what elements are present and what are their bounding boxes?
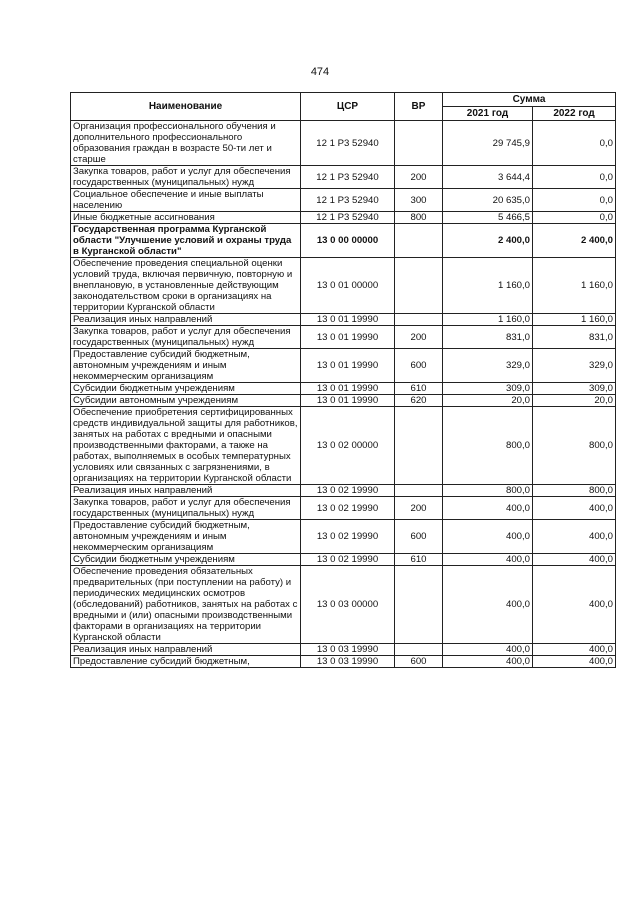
header-csr: ЦСР (301, 93, 395, 121)
row-amount-2022: 800,0 (533, 485, 616, 497)
row-amount-2021: 3 644,4 (443, 166, 533, 189)
table-row (71, 497, 616, 520)
row-amount-2022: 0,0 (533, 189, 616, 212)
row-csr: 12 1 Р3 52940 (301, 212, 395, 224)
row-name: Субсидии бюджетным учреждениям (71, 554, 301, 566)
row-csr: 13 0 02 19990 (301, 497, 395, 520)
row-csr: 13 0 00 00000 (301, 224, 395, 258)
row-amount-2021: 400,0 (443, 497, 533, 520)
row-amount-2021: 329,0 (443, 349, 533, 383)
row-amount-2022: 400,0 (533, 497, 616, 520)
header-vr: ВР (395, 93, 443, 121)
row-vr: 610 (395, 383, 443, 395)
row-name: Организация профессионального обучения и дополнительного профессионального образования граждан в возрасте 50-ти лет и старше (71, 121, 301, 166)
row-vr (395, 121, 443, 166)
page-number: 474 (310, 66, 330, 78)
row-name: Реализация иных направлений (71, 644, 301, 656)
table-row (71, 189, 616, 212)
table-row (71, 258, 616, 314)
row-amount-2021: 29 745,9 (443, 121, 533, 166)
row-name: Социальное обеспечение и иные выплаты населению (71, 189, 301, 212)
row-vr: 200 (395, 497, 443, 520)
budget-table (70, 92, 616, 668)
table-row (71, 656, 616, 668)
row-amount-2021: 5 466,5 (443, 212, 533, 224)
row-amount-2022: 400,0 (533, 644, 616, 656)
row-csr: 13 0 01 00000 (301, 258, 395, 314)
row-amount-2021: 400,0 (443, 566, 533, 644)
row-name: Обеспечение приобретения сертифицированных средств индивидуальной защиты для работников, занятых на работах с вредными и опасными производственными факторами, а также на работах, выполняемых в особых температурных условиях или связанных с загрязнениями, в организациях на территории Курганской области (71, 407, 301, 485)
row-amount-2022: 0,0 (533, 212, 616, 224)
row-name: Закупка товаров, работ и услуг для обеспечения государственных (муниципальных) нужд (71, 497, 301, 520)
row-vr: 200 (395, 326, 443, 349)
row-csr: 13 0 02 19990 (301, 554, 395, 566)
row-amount-2022: 400,0 (533, 520, 616, 554)
row-amount-2021: 400,0 (443, 656, 533, 668)
table-row (71, 224, 616, 258)
row-vr: 610 (395, 554, 443, 566)
row-csr: 13 0 03 00000 (301, 566, 395, 644)
row-name: Обеспечение проведения обязательных предварительных (при поступлении на работу) и периодических медицинских осмотров (обследований) работников, занятых на работах с вредными и (или) опасными производственными факторами в организациях на территории Курганской области (71, 566, 301, 644)
row-name: Государственная программа Курганской области "Улучшение условий и охраны труда в Курганской области" (71, 224, 301, 258)
table-row (71, 407, 616, 485)
row-name: Предоставление субсидий бюджетным, автономным учреждениям и иным некоммерческим организациям (71, 349, 301, 383)
row-csr: 13 0 01 19990 (301, 395, 395, 407)
table-row (71, 485, 616, 497)
row-csr: 12 1 Р3 52940 (301, 121, 395, 166)
header-name: Наименование (71, 93, 301, 121)
row-csr: 12 1 Р3 52940 (301, 166, 395, 189)
row-vr: 300 (395, 189, 443, 212)
table-row (71, 395, 616, 407)
row-vr: 620 (395, 395, 443, 407)
row-vr: 600 (395, 656, 443, 668)
row-vr (395, 314, 443, 326)
row-amount-2022: 831,0 (533, 326, 616, 349)
row-name: Предоставление субсидий бюджетным, автономным учреждениям и иным некоммерческим организациям (71, 520, 301, 554)
table-row (71, 554, 616, 566)
row-name: Реализация иных направлений (71, 314, 301, 326)
row-amount-2022: 20,0 (533, 395, 616, 407)
row-name: Предоставление субсидий бюджетным, (71, 656, 301, 668)
row-vr: 600 (395, 520, 443, 554)
row-vr: 200 (395, 166, 443, 189)
row-vr (395, 566, 443, 644)
table-row (71, 326, 616, 349)
row-vr (395, 485, 443, 497)
row-vr (395, 644, 443, 656)
row-amount-2021: 20,0 (443, 395, 533, 407)
row-csr: 12 1 Р3 52940 (301, 189, 395, 212)
table-row (71, 644, 616, 656)
header-sum: Сумма (443, 93, 616, 107)
row-csr: 13 0 02 00000 (301, 407, 395, 485)
header-year-2021: 2021 год (443, 107, 533, 121)
table-row (71, 566, 616, 644)
row-amount-2022: 400,0 (533, 566, 616, 644)
row-name: Обеспечение проведения специальной оценки условий труда, включая первичную, повторную и внеплановую, в установленные действующим законодательством сроки в организациях на территории Курганской области (71, 258, 301, 314)
row-amount-2021: 1 160,0 (443, 314, 533, 326)
row-csr: 13 0 03 19990 (301, 644, 395, 656)
row-amount-2022: 1 160,0 (533, 258, 616, 314)
row-amount-2021: 400,0 (443, 520, 533, 554)
row-csr: 13 0 03 19990 (301, 656, 395, 668)
table-row (71, 121, 616, 166)
row-amount-2021: 831,0 (443, 326, 533, 349)
row-amount-2022: 1 160,0 (533, 314, 616, 326)
table-row (71, 349, 616, 383)
row-amount-2021: 20 635,0 (443, 189, 533, 212)
header-year-2022: 2022 год (533, 107, 616, 121)
row-amount-2021: 2 400,0 (443, 224, 533, 258)
row-csr: 13 0 02 19990 (301, 485, 395, 497)
table-row (71, 166, 616, 189)
row-vr (395, 224, 443, 258)
row-name: Субсидии автономным учреждениям (71, 395, 301, 407)
row-amount-2021: 309,0 (443, 383, 533, 395)
row-amount-2022: 2 400,0 (533, 224, 616, 258)
row-vr (395, 258, 443, 314)
row-csr: 13 0 01 19990 (301, 383, 395, 395)
row-vr (395, 407, 443, 485)
row-csr: 13 0 01 19990 (301, 314, 395, 326)
row-name: Закупка товаров, работ и услуг для обеспечения государственных (муниципальных) нужд (71, 326, 301, 349)
row-csr: 13 0 01 19990 (301, 326, 395, 349)
row-vr: 600 (395, 349, 443, 383)
row-amount-2021: 800,0 (443, 485, 533, 497)
row-amount-2021: 400,0 (443, 644, 533, 656)
row-amount-2022: 329,0 (533, 349, 616, 383)
row-name: Закупка товаров, работ и услуг для обеспечения государственных (муниципальных) нужд (71, 166, 301, 189)
row-vr: 800 (395, 212, 443, 224)
row-name: Субсидии бюджетным учреждениям (71, 383, 301, 395)
row-amount-2022: 309,0 (533, 383, 616, 395)
row-amount-2022: 400,0 (533, 554, 616, 566)
table-body (71, 121, 616, 668)
table-row (71, 212, 616, 224)
row-amount-2021: 800,0 (443, 407, 533, 485)
table-row (71, 314, 616, 326)
row-amount-2021: 400,0 (443, 554, 533, 566)
row-amount-2022: 0,0 (533, 166, 616, 189)
row-csr: 13 0 01 19990 (301, 349, 395, 383)
row-amount-2022: 0,0 (533, 121, 616, 166)
row-name: Реализация иных направлений (71, 485, 301, 497)
row-amount-2022: 400,0 (533, 656, 616, 668)
row-amount-2022: 800,0 (533, 407, 616, 485)
table-row (71, 383, 616, 395)
row-csr: 13 0 02 19990 (301, 520, 395, 554)
table-row (71, 520, 616, 554)
row-name: Иные бюджетные ассигнования (71, 212, 301, 224)
row-amount-2021: 1 160,0 (443, 258, 533, 314)
